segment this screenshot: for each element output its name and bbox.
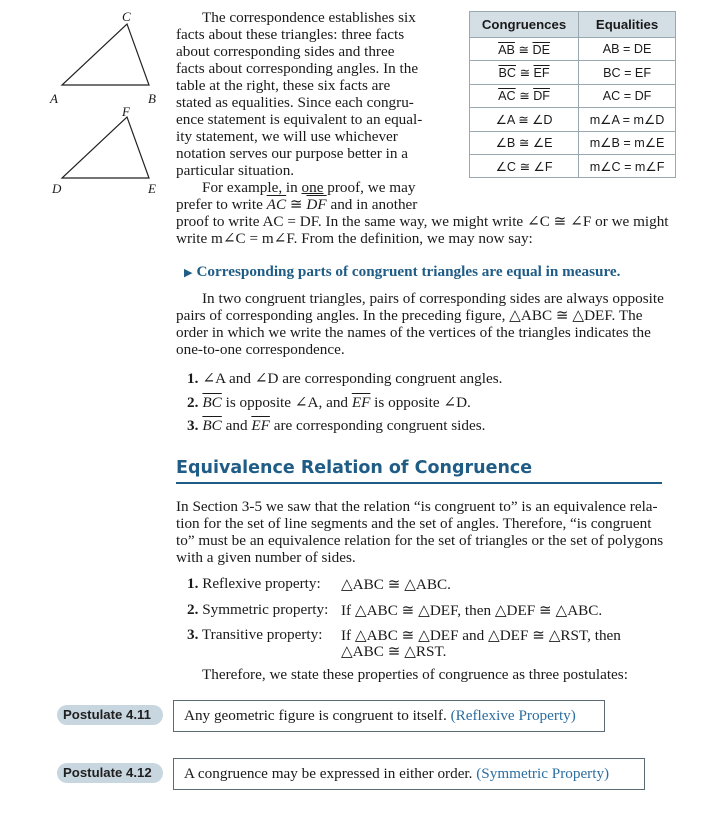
congruence-table — [469, 11, 676, 178]
table-row — [470, 154, 676, 177]
para2-line: one-to-one correspondence. — [176, 341, 345, 358]
intro-line: ity statement, we will use whichever — [176, 128, 398, 145]
table-header: Equalities — [579, 12, 676, 38]
vertex-c-label: C — [122, 9, 131, 24]
intro-line: facts about these triangles: three facts — [176, 26, 405, 43]
intro-line: particular situation. — [176, 162, 295, 179]
para3-line: with a given number of sides. — [176, 549, 356, 566]
list-item: 1. ∠A and ∠D are corresponding congruent angles. — [187, 370, 503, 387]
congruence-cell: ∠C ≅ ∠F — [470, 154, 579, 177]
equality-cell: m∠A = m∠D — [579, 108, 676, 131]
property-value-continuation: △ABC ≅ △RST. — [341, 643, 447, 660]
para3-line: to” must be an equivalence relation for the set of triangles or the set of polygons — [176, 532, 664, 549]
vertex-a-label: A — [50, 91, 58, 106]
property-label: 2. Symmetric property: — [187, 601, 329, 618]
property-value: If △ABC ≅ △DEF and △DEF ≅ △RST, then — [341, 627, 621, 644]
intro-line: The correspondence establishes six — [202, 9, 416, 26]
para2-line: pairs of corresponding angles. In the preceding figure, △ABC ≅ △DEF. The — [176, 307, 643, 324]
example-continuation — [176, 213, 678, 247]
para3-line: tion for the set of line segments and the set of angles. Therefore, “is congruent — [176, 515, 652, 532]
therefore-line: Therefore, we state these properties of congruence as three postulates: — [202, 666, 628, 683]
triangle-def — [62, 117, 149, 178]
congruence-cell: ∠B ≅ ∠E — [470, 131, 579, 154]
table-header: Congruences — [470, 12, 579, 38]
postulate-4-12-box: A congruence may be expressed in either order. (Symmetric Property) — [173, 758, 645, 790]
property-value: If △ABC ≅ △DEF, then △DEF ≅ △ABC. — [341, 602, 603, 619]
intro-line: stated as equalities. Since each congru- — [176, 94, 414, 111]
triangle-abc — [62, 24, 149, 85]
vertex-b-label: B — [148, 91, 156, 106]
section-heading: Equivalence Relation of Congruence — [176, 458, 662, 484]
list-item: 3. $\overline{BC}$ and $\overline{EF}$ are corresponding congruent sides. — [187, 417, 486, 434]
property-value: △ABC ≅ △ABC. — [341, 576, 451, 593]
table-row — [470, 131, 676, 154]
congruence-cell: $\overline{AC}$ ≅ $\overline{DF}$ — [470, 84, 579, 107]
property-label: 3. Transitive property: — [187, 626, 323, 643]
vertex-f-label: F — [122, 104, 130, 119]
intro-paragraph — [176, 9, 434, 213]
para2-line: order in which we write the names of the vertices of the triangles indicates the — [176, 324, 651, 341]
congruence-cell: ∠A ≅ ∠D — [470, 108, 579, 131]
example-line: For example, in one proof, we may — [202, 179, 416, 196]
para3-line: In Section 3-5 we saw that the relation “is congruent to” is an equivalence rela- — [176, 498, 658, 515]
intro-line: about corresponding sides and three — [176, 43, 395, 60]
table-row — [470, 61, 676, 84]
paragraph-2 — [176, 290, 678, 358]
equality-cell: AC = DF — [579, 84, 676, 107]
paragraph-3 — [176, 498, 678, 566]
congruence-cell: $\overline{AB}$ ≅ $\overline{DE}$ — [470, 38, 579, 61]
table-row — [470, 38, 676, 61]
equality-cell: m∠B = m∠E — [579, 131, 676, 154]
postulate-4-11-box: Any geometric figure is congruent to itself. (Reflexive Property) — [173, 700, 605, 732]
triangles-figure — [0, 0, 170, 200]
intro-line: notation serves our purpose better in a — [176, 145, 408, 162]
example-line-3: proof to write AC = DF. In the same way, we might write ∠C ≅ ∠F or we might — [176, 213, 669, 230]
intro-line: ence statement is equivalent to an equal- — [176, 111, 423, 128]
arrow-icon: ▶ — [184, 267, 193, 279]
list-item: 2. $\overline{BC}$ is opposite ∠A, and $\overline{EF}$ is opposite ∠D. — [187, 394, 471, 411]
key-statement: ▶ Corresponding parts of congruent triangles are equal in measure. — [184, 263, 621, 280]
intro-line: table at the right, these six facts are — [176, 77, 391, 94]
postulate-4-11-label: Postulate 4.11 — [57, 705, 163, 725]
equality-cell: AB = DE — [579, 38, 676, 61]
equality-cell: m∠C = m∠F — [579, 154, 676, 177]
example-line-2: prefer to write $\overline{AC}$ ≅ $\overline{DF}$ and in another — [176, 196, 418, 213]
table-row — [470, 108, 676, 131]
example-line-4: write m∠C = m∠F. From the definition, we may now say: — [176, 230, 533, 247]
intro-line: facts about corresponding angles. In the — [176, 60, 419, 77]
vertex-e-label: E — [148, 181, 156, 196]
postulate-4-12-label: Postulate 4.12 — [57, 763, 163, 783]
vertex-d-label: D — [52, 181, 62, 196]
equality-cell: BC = EF — [579, 61, 676, 84]
para2-line: In two congruent triangles, pairs of corresponding sides are always opposite — [202, 290, 664, 307]
table-row — [470, 84, 676, 107]
congruence-cell: $\overline{BC}$ ≅ $\overline{EF}$ — [470, 61, 579, 84]
property-label: 1. Reflexive property: — [187, 575, 321, 592]
